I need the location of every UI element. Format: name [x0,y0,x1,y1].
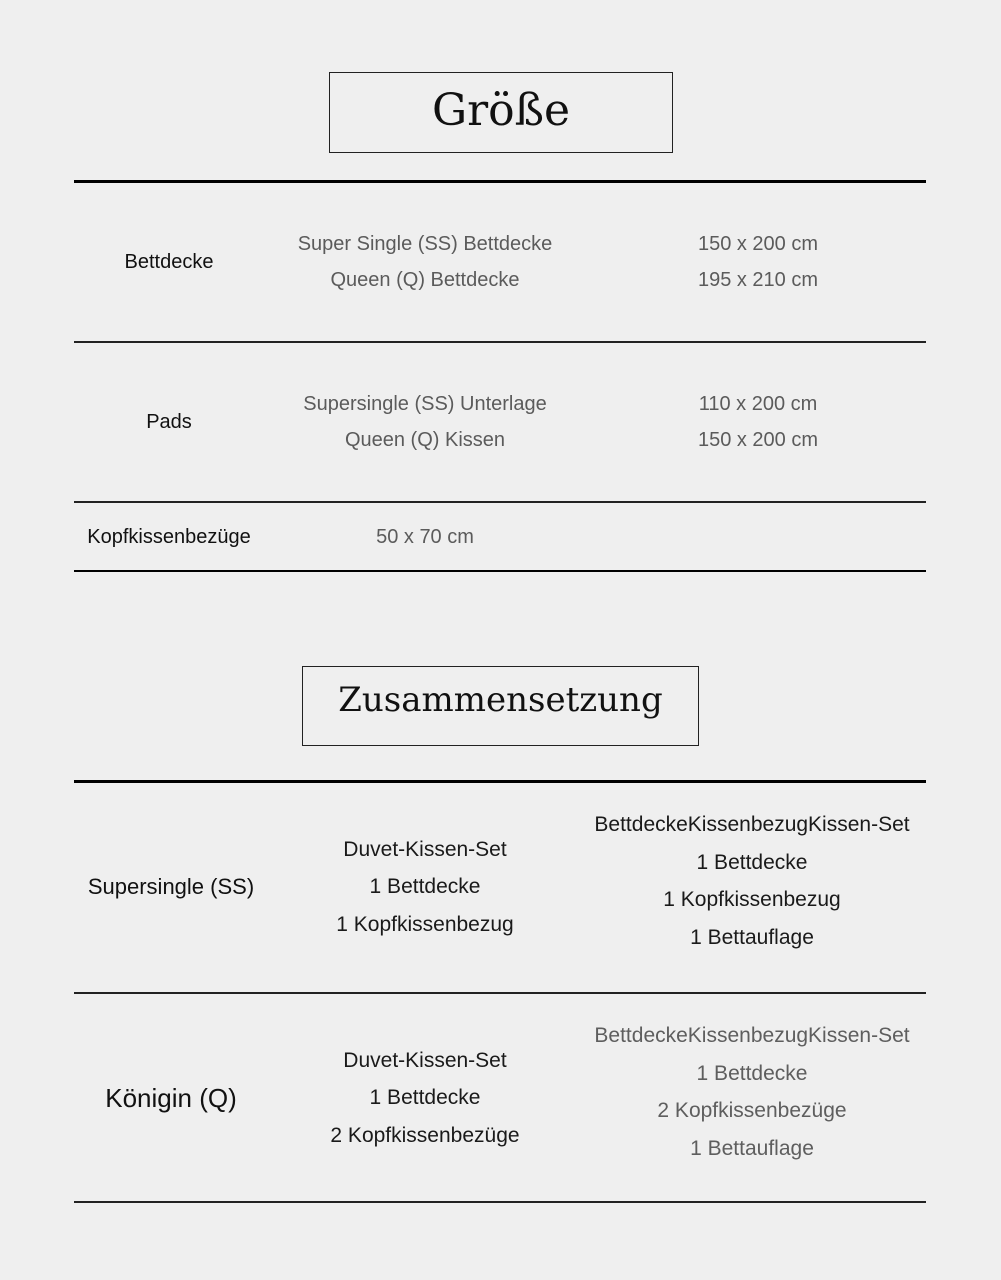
category-label: Kopfkissenbezüge [87,525,251,548]
composition-row-size [74,994,268,1202]
set-item: 2 Kopfkissenbezüge [657,1099,847,1122]
set-item: 2 Kopfkissenbezüge [330,1123,520,1147]
set-item: 1 Bettauflage [690,925,814,949]
set-item: 1 Bettdecke [696,1061,808,1085]
item-label: Queen (Q) Kissen [344,429,506,451]
item-label: Queen (Q) Bettdecke [330,269,520,291]
dimension-value: 110 x 200 cm [698,393,818,415]
set-name: Duvet-Kissen-Set [343,837,507,861]
item-label: Super Single (SS) Bettdecke [297,233,553,255]
set-item: 1 Bettdecke [696,850,808,874]
size-row-category [74,183,264,341]
composition-row-size [74,783,268,991]
composition-section-title-text: Zusammensetzung [338,680,663,720]
size-row-category [74,343,264,501]
category-label: Bettdecke [124,250,214,273]
dimension-value: 50 x 70 cm [376,526,474,548]
dimension-value: 150 x 200 cm [697,429,819,451]
size-section-title [329,72,673,153]
size-label: Königin (Q) [105,1082,237,1113]
composition-row-set-a [268,994,582,1202]
size-row-dimensions [590,183,926,345]
dimension-value: 195 x 210 cm [697,269,819,291]
composition-section-title [302,666,699,746]
set-item: 1 Bettdecke [369,875,481,899]
size-section-title-text: Größe [431,85,571,136]
size-row-items [264,343,586,503]
category-label: Pads [146,410,192,433]
composition-row-set-b [582,783,922,991]
size-table-bottom-rule [74,570,926,572]
dimension-value: 150 x 200 cm [697,233,819,255]
set-item: 1 Kopfkissenbezug [336,912,514,936]
composition-row-set-b [582,994,922,1202]
size-row-items [264,503,586,571]
size-row-category [74,503,264,571]
set-name: Duvet-Kissen-Set [343,1048,507,1072]
set-name: BettdeckeKissenbezugKissen-Set [594,1024,910,1047]
composition-row-set-a [268,783,582,991]
composition-table-bottom-rule [74,1201,926,1203]
size-row-dimensions [590,343,926,503]
size-label: Supersingle (SS) [87,874,255,899]
set-item: 1 Bettdecke [369,1086,481,1110]
set-name: BettdeckeKissenbezugKissen-Set [594,813,910,836]
size-row-items [264,183,586,343]
set-item: 1 Bettauflage [690,1136,814,1160]
item-label: Supersingle (SS) Unterlage [303,393,547,415]
set-item: 1 Kopfkissenbezug [663,888,841,911]
